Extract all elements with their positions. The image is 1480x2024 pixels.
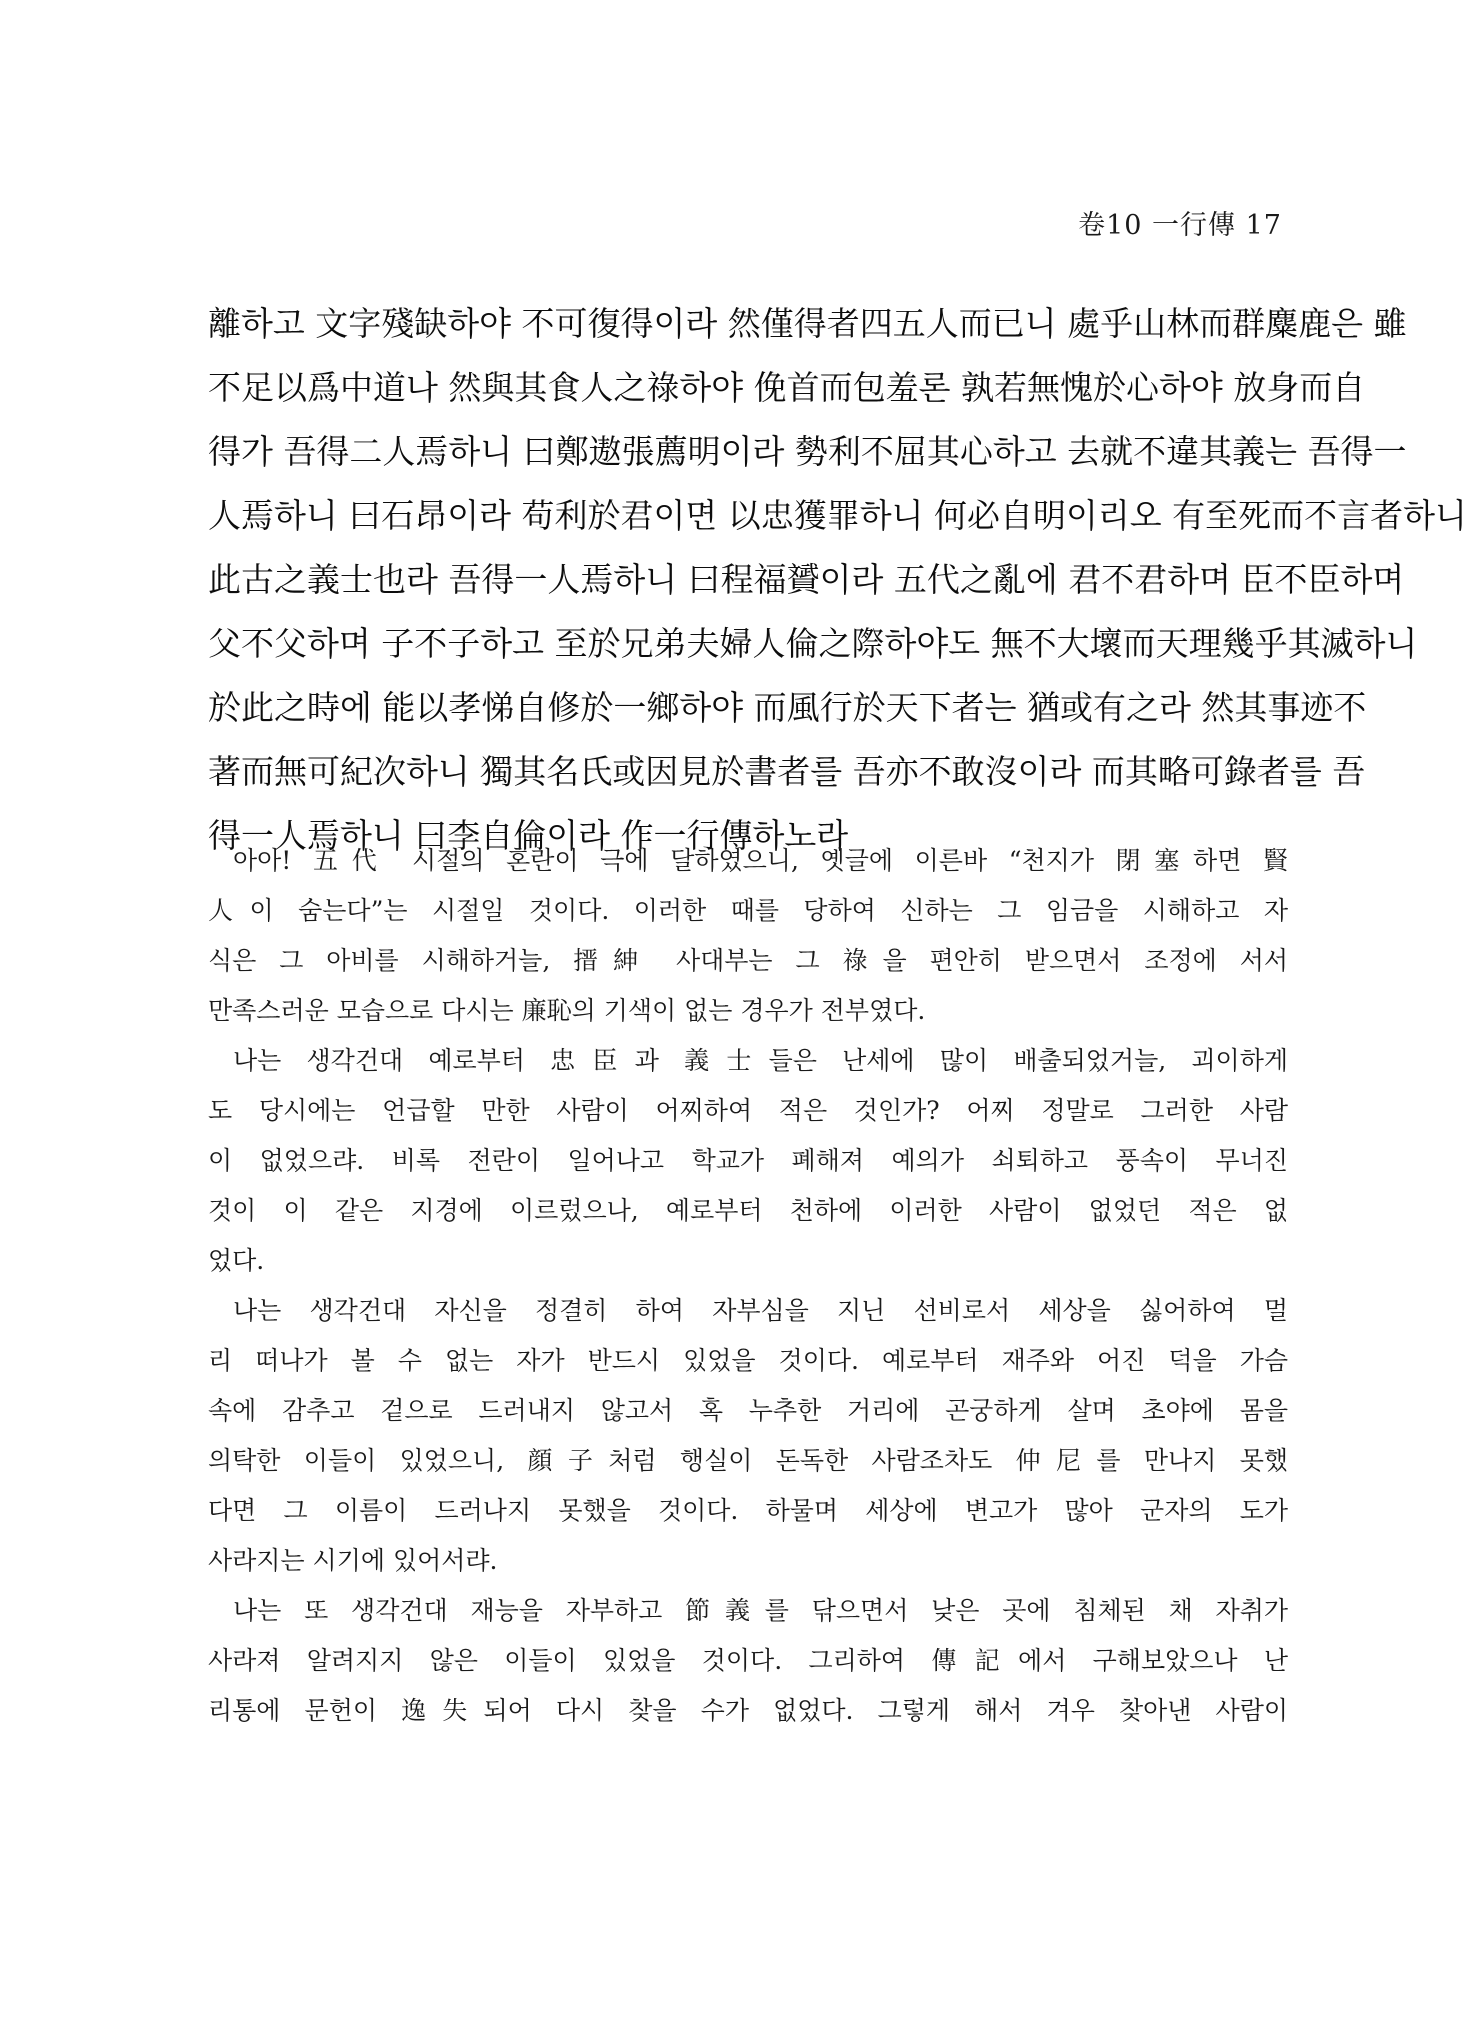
classical-line: 得一人焉하니 曰李自倫이라 作一行傳하노라 [208, 816, 849, 855]
translation-line: 나는 생각건대 예로부터 忠臣과 義士들은 난세에 많이 배출되었거늘, 괴이하게 [233, 1046, 1288, 1075]
translation-line: 아아! 五代 시절의 혼란이 극에 달하였으니, 옛글에 이른바 “천지가 閉塞하면 賢 [233, 846, 1288, 875]
classical-line: 著而無可紀次하니 獨其名氏或因見於書者를 吾亦不敢沒이라 而其略可錄者를 吾 [208, 752, 1366, 791]
classical-line: 得가 吾得二人焉하니 曰鄭遨張薦明이라 勢利不屈其心하고 去就不違其義는 吾得一 [208, 432, 1407, 471]
running-header: 卷10 一行傳 17 [1078, 210, 1282, 241]
classical-line: 離하고 文字殘缺하야 不可復得이라 然僅得者四五人而已니 處乎山林而群麋鹿은 雖 [208, 304, 1407, 343]
translation-line: 사라지는 시기에 있어서랴. [208, 1546, 498, 1575]
translation-line: 속에 감추고 겉으로 드러내지 않고서 혹 누추한 거리에 곤궁하게 살며 초야에 몸을 [208, 1396, 1288, 1425]
translation-line: 도 당시에는 언급할 만한 사람이 어찌하여 적은 것인가? 어찌 정말로 그러한 사람 [208, 1096, 1288, 1125]
classical-line: 父不父하며 子不子하고 至於兄弟夫婦人倫之際하야도 無不大壞而天理幾乎其滅하니 [208, 624, 1418, 663]
translation-line: 이 없었으랴. 비록 전란이 일어나고 학교가 폐해져 예의가 쇠퇴하고 풍속이 무너진 [208, 1146, 1288, 1175]
classical-line: 不足以爲中道나 然與其食人之祿하야 俛首而包羞론 孰若無愧於心하야 放身而自 [208, 368, 1366, 407]
translation-line: 人이 숨는다”는 시절일 것이다. 이러한 때를 당하여 신하는 그 임금을 시해하고 자 [208, 896, 1288, 925]
translation-line: 만족스러운 모습으로 다시는 廉恥의 기색이 없는 경우가 전부였다. [208, 996, 926, 1025]
translation-line: 나는 또 생각건대 재능을 자부하고 節義를 닦으면서 낮은 곳에 침체된 채 자취가 [233, 1596, 1288, 1625]
translation-line: 나는 생각건대 자신을 정결히 하여 자부심을 지닌 선비로서 세상을 싫어하여 멀 [233, 1296, 1288, 1325]
translation-line: 다면 그 이름이 드러나지 못했을 것이다. 하물며 세상에 변고가 많아 군자의 도가 [208, 1496, 1288, 1525]
translation-line: 리통에 문헌이 逸失되어 다시 찾을 수가 없었다. 그렇게 해서 겨우 찾아낸 사람이 [208, 1696, 1288, 1725]
classical-line: 於此之時에 能以孝悌自修於一鄉하야 而風行於天下者는 猶或有之라 然其事迹不 [208, 688, 1367, 727]
translation-line: 식은 그 아비를 시해하거늘, 搢紳 사대부는 그 祿을 편안히 받으면서 조정에 서서 [208, 946, 1288, 975]
translation-line: 것이 이 같은 지경에 이르렀으나, 예로부터 천하에 이러한 사람이 없었던 적은 없 [208, 1196, 1288, 1225]
classical-chinese-text [208, 292, 1467, 868]
translation-line: 었다. [208, 1246, 265, 1275]
translation-line: 리 떠나가 볼 수 없는 자가 반드시 있었을 것이다. 예로부터 재주와 어진 덕을 가슴 [208, 1346, 1288, 1375]
classical-line: 人焉하니 曰石昂이라 苟利於君이면 以忠獲罪하니 何必自明이리오 有至死而不言者하니 [208, 496, 1467, 535]
korean-translation [208, 836, 1288, 1736]
translation-line: 사라져 알려지지 않은 이들이 있었을 것이다. 그리하여 傳記에서 구해보았으나 난 [208, 1646, 1288, 1675]
classical-line: 此古之義士也라 吾得一人焉하니 曰程福贇이라 五代之亂에 君不君하며 臣不臣하며 [208, 560, 1405, 599]
translation-line: 의탁한 이들이 있었으니, 顔子처럼 행실이 돈독한 사람조차도 仲尼를 만나지 못했 [208, 1446, 1288, 1475]
